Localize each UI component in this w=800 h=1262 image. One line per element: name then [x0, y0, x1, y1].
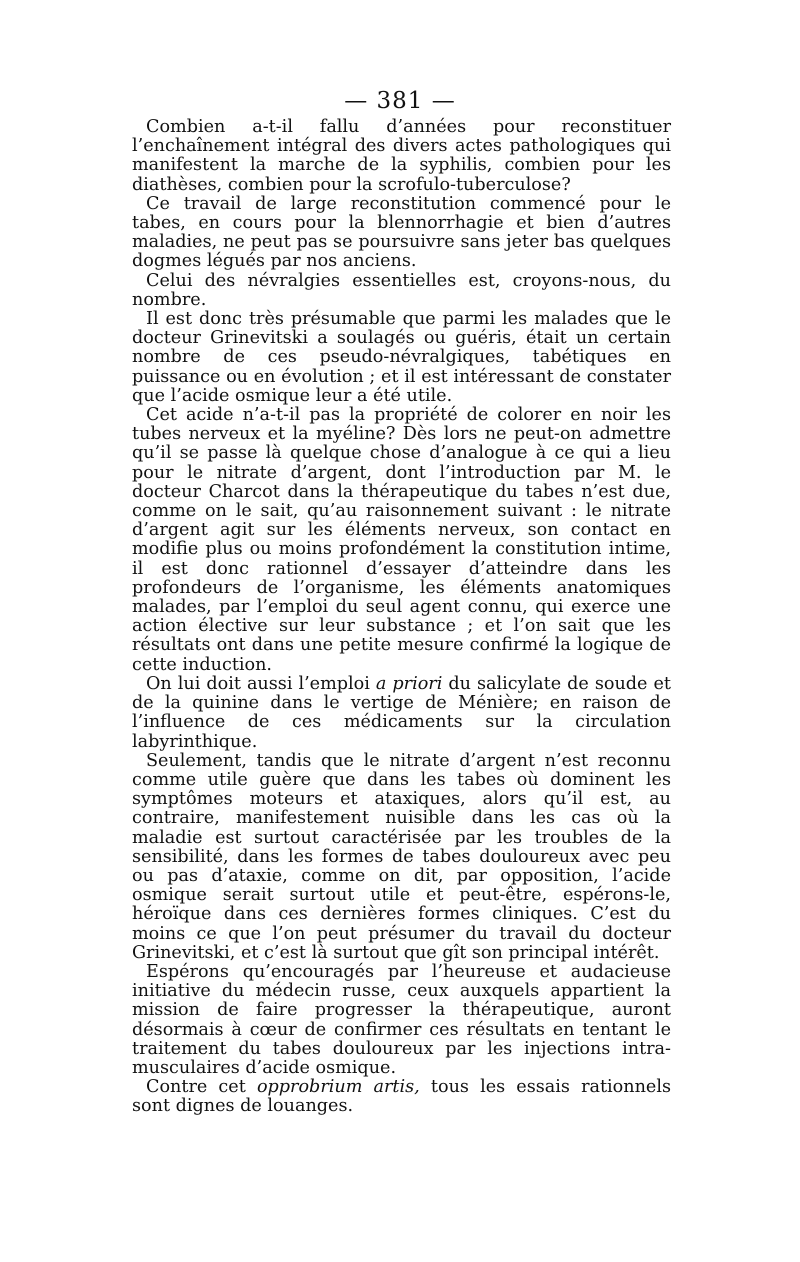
- paragraph: Celui des névralgies essentielles est, croyons-nous, du nombre.: [132, 270, 671, 310]
- paragraph-with-emphasis: [132, 1078, 671, 1116]
- paragraph: Combien a-t-il fallu d’années pour reconstituer l’enchaînement intégral des divers actes pathologiques qui manifestent la marche de la syphilis, combien pour les diathèses, combien pour la scrofulo-tuberculose?: [132, 117, 671, 195]
- italic-phrase: a priori: [375, 673, 443, 694]
- paragraph-text: Contre cet: [146, 1077, 257, 1098]
- paragraph-text: On lui doit aussi l’emploi: [146, 673, 376, 694]
- paragraph-with-emphasis: [132, 675, 671, 752]
- paragraph: Cet acide n’a-t-il pas la propriété de colorer en noir les tubes nerveux et la myéline? Dès lors ne peut-on admettre qu’il se passe là quelque chose d’analogue à ce qui a lieu pour le nitrate d’argent, dont l’introduction par M. le docteur Charcot dans la thérapeutique du tabes n’est due, comme on le sait, qu’au raisonnement suivant : le nitrate d’argent agit sur les éléments nerveux, son contact en modifie plus ou moins profondément la constitution intime, il est donc rationnel d’essayer d’atteindre dans les profondeurs de l’organisme, les éléments anatomiques malades, par l’emploi du seul agent connu, qui exerce une action élective sur leur substance ; et l’on sait que les résultats ont dans une petite mesure confirmé la logique de cette induction.: [132, 405, 671, 675]
- paragraph-text: du salicylate de soude et de la quinine dans le vertige de Ménière; en raison de l’influence de ces médicaments sur la circulation labyrinthique.: [132, 673, 671, 752]
- paragraph-text: tous les essais rationnels sont dignes de louanges.: [132, 1077, 671, 1117]
- page-number: — 381 —: [344, 88, 456, 114]
- paragraph: Il est donc très présumable que parmi les malades que le docteur Grinevitski a soulagés ou guéris, était un certain nombre de ces pseudo-névralgiques, tabétiques en puissance ou en évolution ; et il est intéressant de constater que l’acide osmique leur a été utile.: [132, 309, 671, 406]
- paragraph: Espérons qu’encouragés par l’heureuse et audacieuse initiative du médecin russe, ceux auxquels appartient la mission de faire progresser la thérapeutique, auront désormais à cœur de confirmer ces résultats en tentant le traitement du tabes douloureux par les injections intra-musculaires d’acide osmique.: [132, 961, 671, 1078]
- body-text: [132, 118, 671, 1117]
- italic-phrase: opprobrium artis,: [256, 1077, 420, 1098]
- paragraph: Ce travail de large reconstitution commencé pour le tabes, en cours pour la blennorrhagie et bien d’autres maladies, ne peut pas se poursuivre sans jeter bas quelques dogmes légués par nos anciens.: [132, 193, 671, 272]
- paragraph: Seulement, tandis que le nitrate d’argent n’est reconnu comme utile guère que dans les tabes où dominent les symptômes moteurs et ataxiques, alors qu’il est, au contraire, manifestement nuisible dans les cas où la maladie est surtout caractérisée par les troubles de la sensibilité, dans les formes de tabes douloureux avec peu ou pas d’ataxie, comme on dit, par opposition, l’acide osmique serait surtout utile et peut-être, espérons-le, héroïque dans ces dernières formes cliniques. C’est du moins ce que l’on peut présumer du travail du docteur Grinevitski, et c’est là surtout que gît son principal intérêt.: [132, 750, 671, 963]
